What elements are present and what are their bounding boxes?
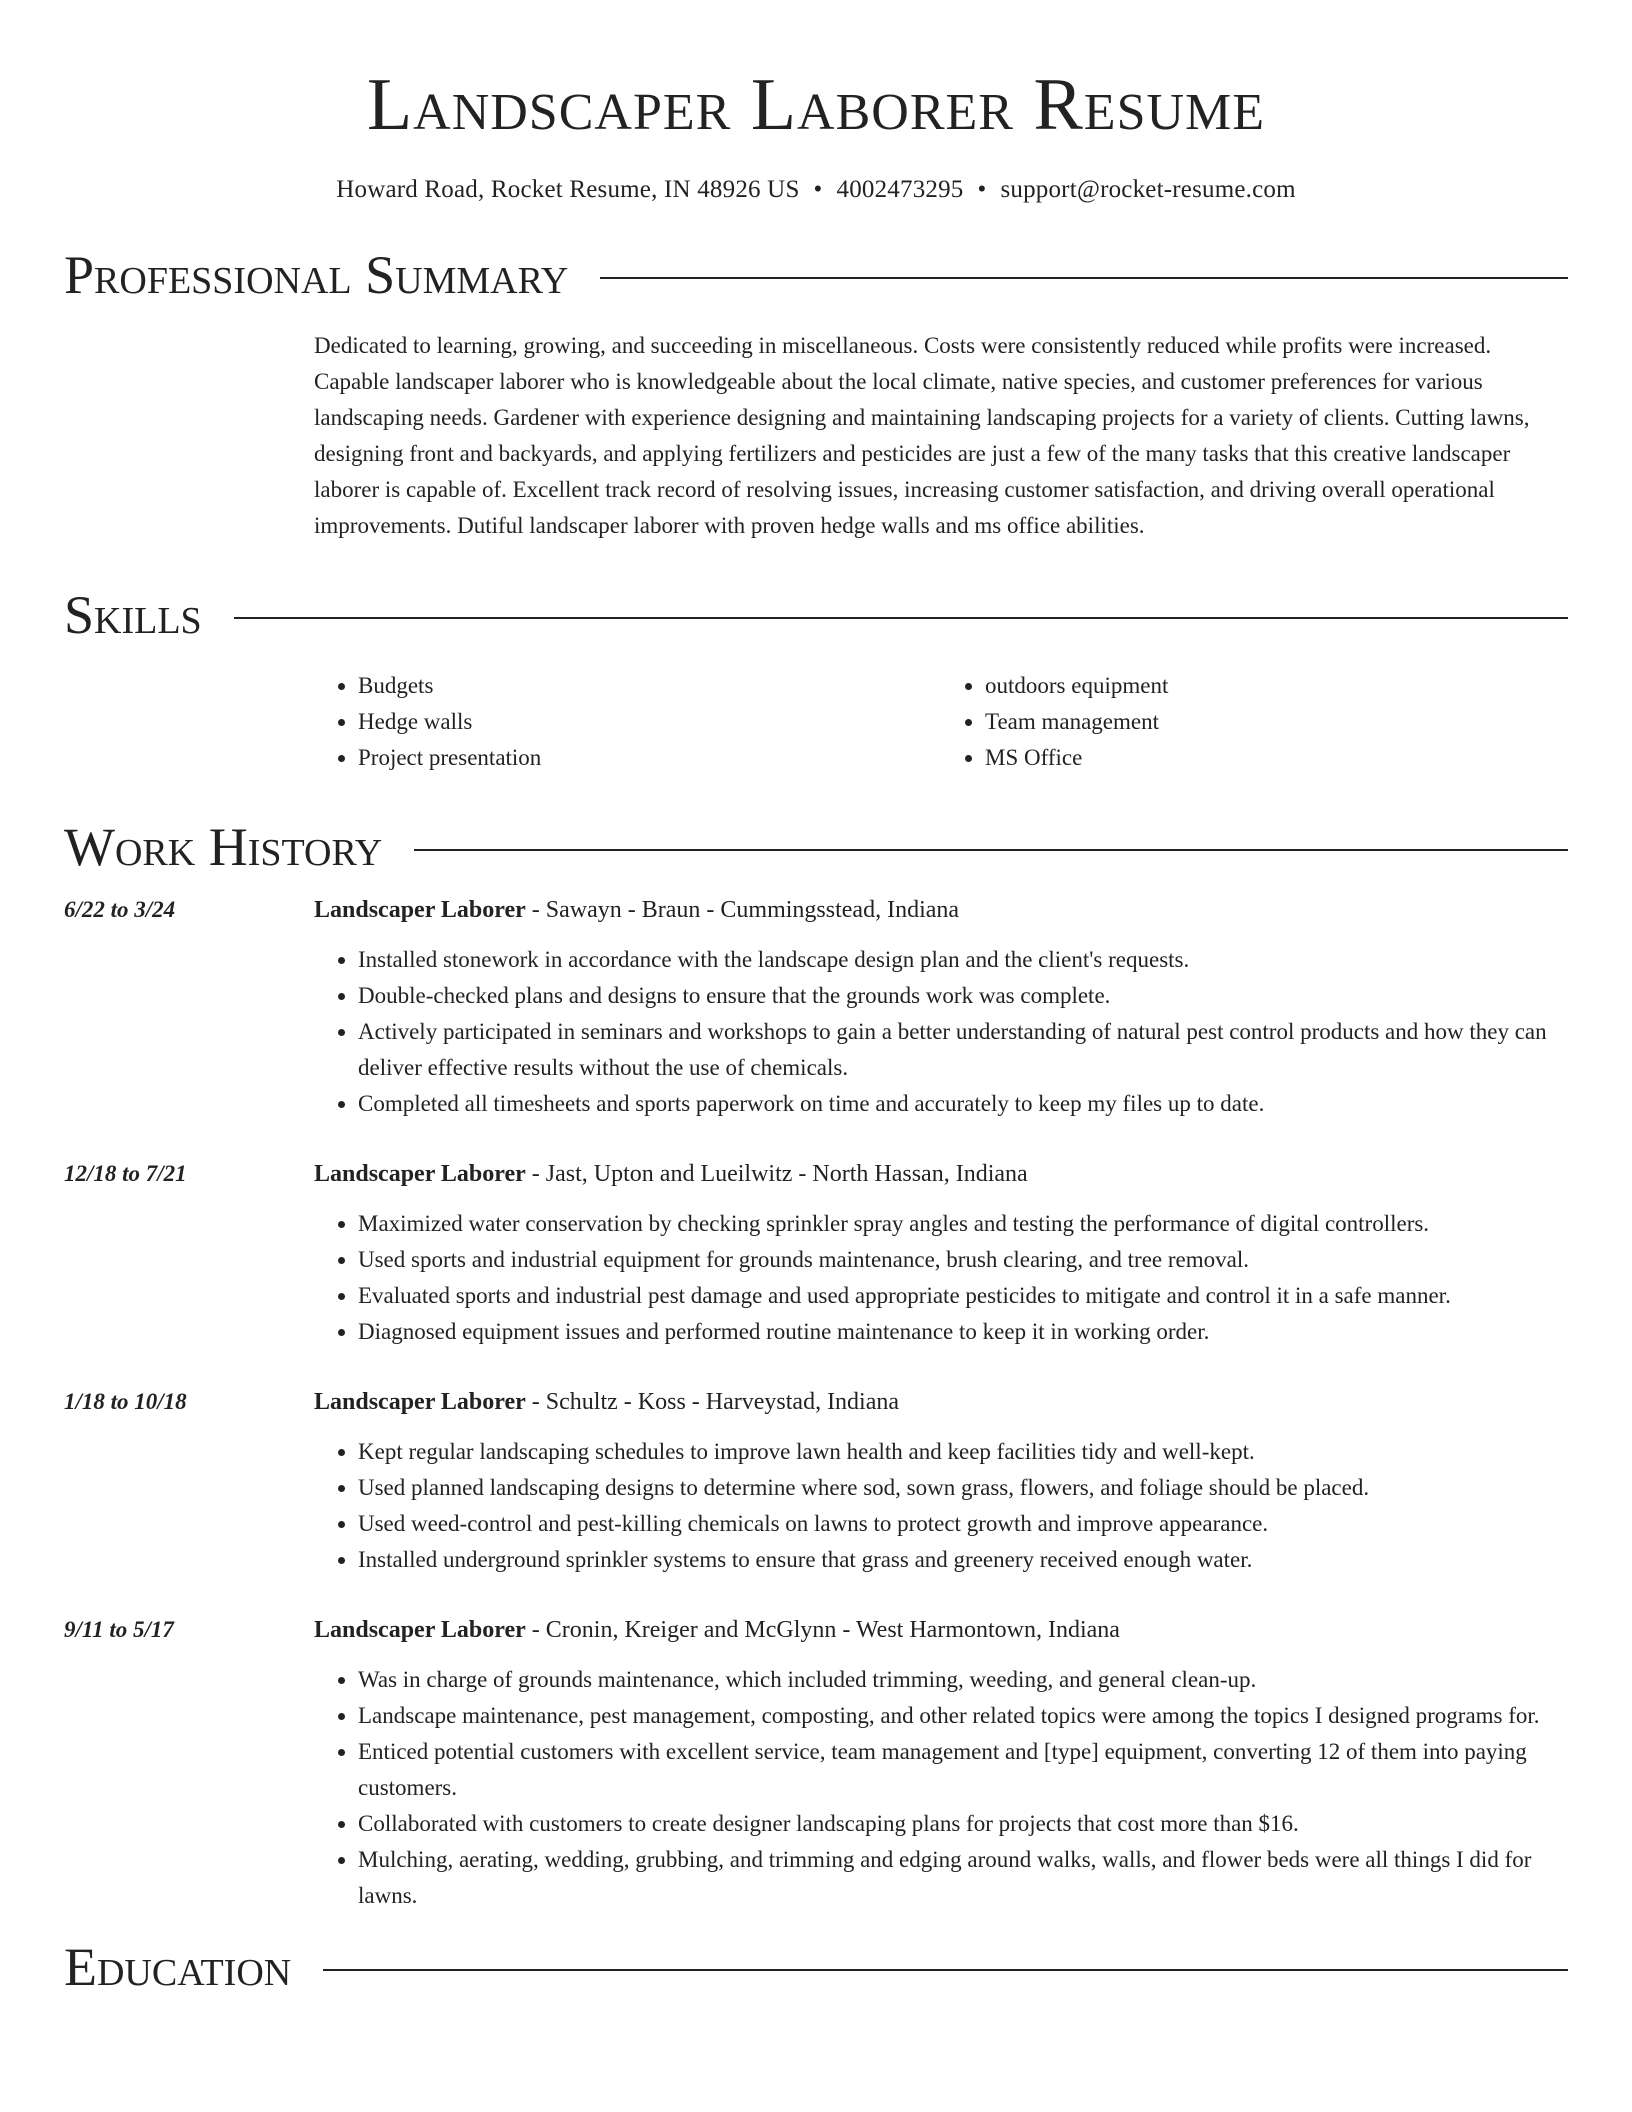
job-employer: - Schultz - Koss - Harveystad, Indiana — [525, 1389, 900, 1415]
job-bullet: • Used weed-control and pest-killing chemicals on lawns to protect growth and improve appearance. — [358, 1506, 1568, 1542]
skill-item: • MS Office — [985, 740, 1568, 776]
skills-section-title: Skills — [64, 585, 202, 645]
contact-separator: • — [813, 176, 823, 203]
job-header — [314, 1156, 1568, 1192]
job-bullet: • Actively participated in seminars and workshops to gain a better understanding of natural pest control products and how they can deliver effective results without the use of chemicals. — [358, 1014, 1568, 1086]
job-bullet: • Collaborated with customers to create designer landscaping plans for projects that cost more than $16. — [358, 1806, 1568, 1842]
job-bullet: • Was in charge of grounds maintenance, which included trimming, weeding, and general clean-up. — [358, 1662, 1568, 1698]
work-section-title: Work History — [64, 817, 383, 877]
job-body — [314, 1612, 1568, 1914]
job-body — [314, 1384, 1568, 1578]
job-dates: 9/11 to 5/17 — [64, 1617, 174, 1642]
job-employer: - Cronin, Kreiger and McGlynn - West Harmontown, Indiana — [525, 1617, 1120, 1643]
skills-grid — [314, 668, 1568, 776]
job-entry — [64, 1612, 1568, 1914]
job-bullets — [314, 1662, 1568, 1914]
job-bullets — [314, 942, 1568, 1122]
job-bullets — [314, 1206, 1568, 1350]
contact-line — [64, 176, 1568, 204]
job-bullet: • Used sports and industrial equipment for grounds maintenance, brush clearing, and tree removal. — [358, 1242, 1568, 1278]
skill-item: • Hedge walls — [358, 704, 941, 740]
contact-address: Howard Road, Rocket Resume, IN 48926 US — [336, 176, 800, 203]
work-section-header — [64, 817, 1568, 877]
job-body — [314, 1156, 1568, 1350]
section-divider — [600, 277, 1568, 279]
job-role: Landscaper Laborer — [314, 1161, 526, 1187]
job-role: Landscaper Laborer — [314, 897, 526, 923]
job-entry — [64, 892, 1568, 1122]
job-bullet: • Maximized water conservation by checking sprinkler spray angles and testing the performance of digital controllers. — [358, 1206, 1568, 1242]
job-bullet: • Used planned landscaping designs to determine where sod, sown grass, flowers, and foliage should be placed. — [358, 1470, 1568, 1506]
skills-column-right — [941, 668, 1568, 776]
job-employer: - Jast, Upton and Lueilwitz - North Hassan, Indiana — [525, 1161, 1028, 1187]
summary-text: Dedicated to learning, growing, and succeeding in miscellaneous. Costs were consistently reduced while profits were increased. Capable landscaper laborer who is knowledgeable about the local climate, native species, and customer preferences for various landscaping needs. Gardener with experience designing and maintaining landscaping projects for a variety of clients. Cutting lawns, designing front and backyards, and applying fertilizers and pesticides are just a few of the many tasks that this creative landscaper laborer is capable of. Excellent track record of resolving issues, increasing customer satisfaction, and driving overall operational improvements. Dutiful landscaper laborer with proven hedge walls and ms office abilities. — [314, 333, 1530, 538]
job-bullet: • Diagnosed equipment issues and performed routine maintenance to keep it in working order. — [358, 1314, 1568, 1350]
job-header — [314, 892, 1568, 928]
job-entry — [64, 1384, 1568, 1578]
job-body — [314, 892, 1568, 1122]
contact-phone: 4002473295 — [836, 176, 964, 203]
section-divider — [414, 849, 1568, 851]
skills-section-header — [64, 585, 1568, 645]
skill-item: • Project presentation — [358, 740, 941, 776]
job-bullets — [314, 1434, 1568, 1578]
job-dates: 12/18 to 7/21 — [64, 1161, 187, 1186]
skill-item: • Budgets — [358, 668, 941, 704]
job-role: Landscaper Laborer — [314, 1617, 526, 1643]
job-header — [314, 1612, 1568, 1648]
job-bullet: • Evaluated sports and industrial pest damage and used appropriate pesticides to mitigate and control it in a safe manner. — [358, 1278, 1568, 1314]
job-entry — [64, 1156, 1568, 1350]
resume-title: Landscaper Laborer Resume — [366, 64, 1266, 146]
contact-email[interactable]: support@rocket-resume.com — [1000, 176, 1296, 203]
job-bullet: • Completed all timesheets and sports paperwork on time and accurately to keep my files up to date. — [358, 1086, 1568, 1122]
job-header — [314, 1384, 1568, 1420]
skills-column-left — [314, 668, 941, 776]
skill-item: • outdoors equipment — [985, 668, 1568, 704]
job-role: Landscaper Laborer — [314, 1389, 526, 1415]
job-employer: - Sawayn - Braun - Cummingsstead, Indiana — [525, 897, 960, 923]
contact-separator: • — [977, 176, 987, 203]
job-bullet: • Installed stonework in accordance with the landscape design plan and the client's requests. — [358, 942, 1568, 978]
skill-item: • Team management — [985, 704, 1568, 740]
job-bullet: • Mulching, aerating, wedding, grubbing, and trimming and edging around walks, walls, and flower beds were all things I did for lawns. — [358, 1842, 1568, 1914]
job-bullet: • Landscape maintenance, pest management, composting, and other related topics were among the topics I designed programs for. — [358, 1698, 1568, 1734]
job-dates: 6/22 to 3/24 — [64, 897, 176, 922]
job-bullet: • Enticed potential customers with excellent service, team management and [type] equipment, converting 12 of them into paying customers. — [358, 1734, 1568, 1806]
section-divider — [234, 617, 1568, 619]
summary-section-header — [64, 245, 1568, 305]
job-bullet: • Double-checked plans and designs to ensure that the grounds work was complete. — [358, 978, 1568, 1014]
job-bullet: • Installed underground sprinkler systems to ensure that grass and greenery received enough water. — [358, 1542, 1568, 1578]
education-section-title: Education — [64, 1937, 292, 1997]
summary-section-title: Professional Summary — [64, 245, 569, 305]
section-divider — [323, 1969, 1568, 1971]
job-dates: 1/18 to 10/18 — [64, 1389, 187, 1414]
education-section-header — [64, 1937, 1568, 1997]
job-bullet: • Kept regular landscaping schedules to improve lawn health and keep facilities tidy and well-kept. — [358, 1434, 1568, 1470]
